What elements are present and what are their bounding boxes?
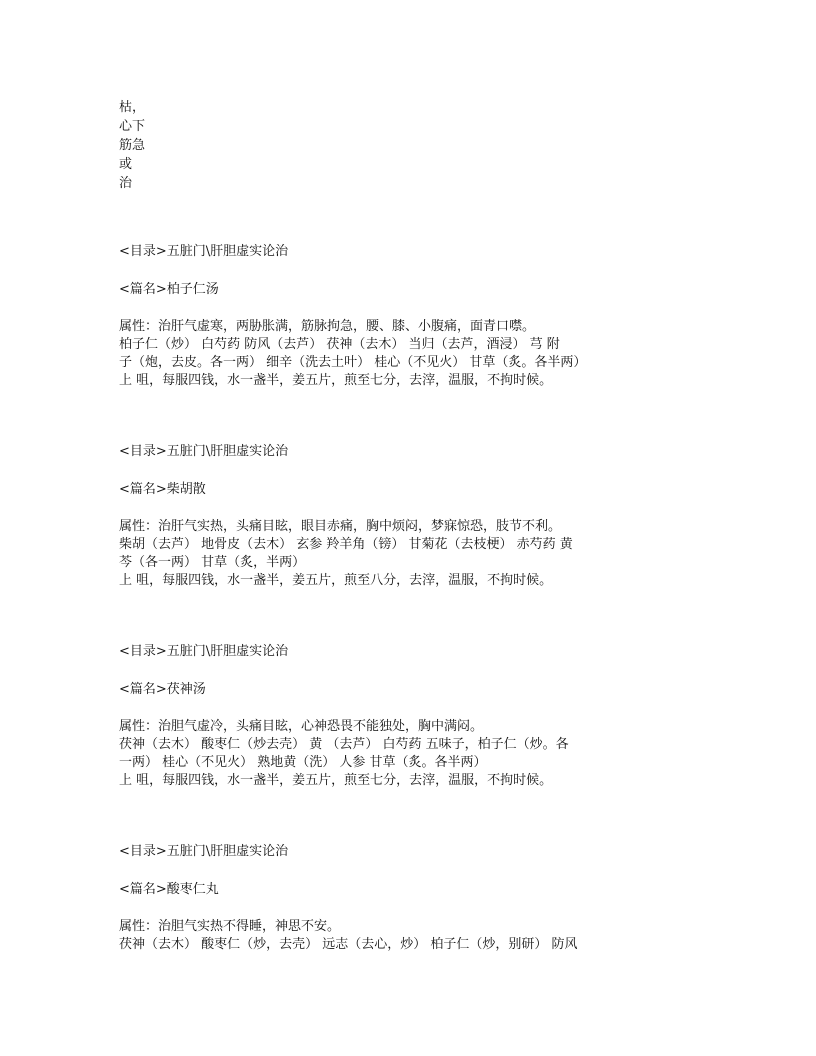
section-catalog: <目录>五脏门\肝胆虚实论治 (119, 444, 289, 459)
section-title: <篇名>柴胡散 (119, 482, 206, 497)
fragment-line: 心下 (119, 119, 146, 134)
section-properties: 属性：治胆气实热不得睡，神思不安。 (119, 919, 341, 934)
section-catalog: <目录>五脏门\肝胆虚实论治 (119, 244, 289, 259)
section-usage: 上 咀，每服四钱，水一盏半，姜五片，煎至八分，去滓，温服，不拘时候。 (119, 573, 553, 588)
section-ingredients-line: 柏子仁（炒） 白芍药 防风（去芦） 茯神（去木） 当归（去芦，酒浸） 芎 附 (119, 337, 560, 352)
section-properties: 属性：治肝气实热，头痛目眩，眼目赤痛，胸中烦闷，梦寐惊恐，肢节不利。 (119, 519, 562, 534)
section-ingredients-line: 一两） 桂心（不见火） 熟地黄（洗） 人参 甘草（炙。各半两） (119, 755, 487, 770)
fragment-line: 枯， (119, 100, 146, 115)
section-catalog: <目录>五脏门\肝胆虚实论治 (119, 644, 289, 659)
section-catalog: <目录>五脏门\肝胆虚实论治 (119, 844, 289, 859)
section-usage: 上 咀，每服四钱，水一盏半，姜五片，煎至七分，去滓，温服，不拘时候。 (119, 373, 553, 388)
section-ingredients-line: 柴胡（去芦） 地骨皮（去木） 玄参 羚羊角（镑） 甘菊花（去枝梗） 赤芍药 黄 (119, 537, 573, 552)
section-ingredients-line: 芩（各一两） 甘草（炙，半两） (119, 555, 306, 570)
section-title: <篇名>酸枣仁丸 (119, 882, 219, 897)
section-properties: 属性：治胆气虚冷，头痛目眩，心神恐畏不能独处，胸中满闷。 (119, 719, 484, 734)
fragment-line: 或 (119, 157, 133, 172)
section-title: <篇名>柏子仁汤 (119, 282, 219, 297)
section-ingredients-line: 子（炮，去皮。各一两） 细辛（洗去土叶） 桂心（不见火） 甘草（炙。各半两） (119, 355, 587, 370)
section-ingredients-line: 茯神（去木） 酸枣仁（炒，去壳） 远志（去心，炒） 柏子仁（炒，别研） 防风 (119, 937, 578, 952)
section-title: <篇名>茯神汤 (119, 682, 206, 697)
section-usage: 上 咀，每服四钱，水一盏半，姜五片，煎至七分，去滓，温服，不拘时候。 (119, 773, 553, 788)
fragment-line: 筋急 (119, 138, 146, 153)
fragment-line: 治 (119, 176, 133, 191)
section-properties: 属性：治肝气虚寒，两胁胀满，筋脉拘急，腰、膝、小腹痛，面青口噤。 (119, 319, 536, 334)
section-ingredients-line: 茯神（去木） 酸枣仁（炒去壳） 黄 （去芦） 白芍药 五味子，柏子仁（炒。各 (119, 737, 569, 752)
